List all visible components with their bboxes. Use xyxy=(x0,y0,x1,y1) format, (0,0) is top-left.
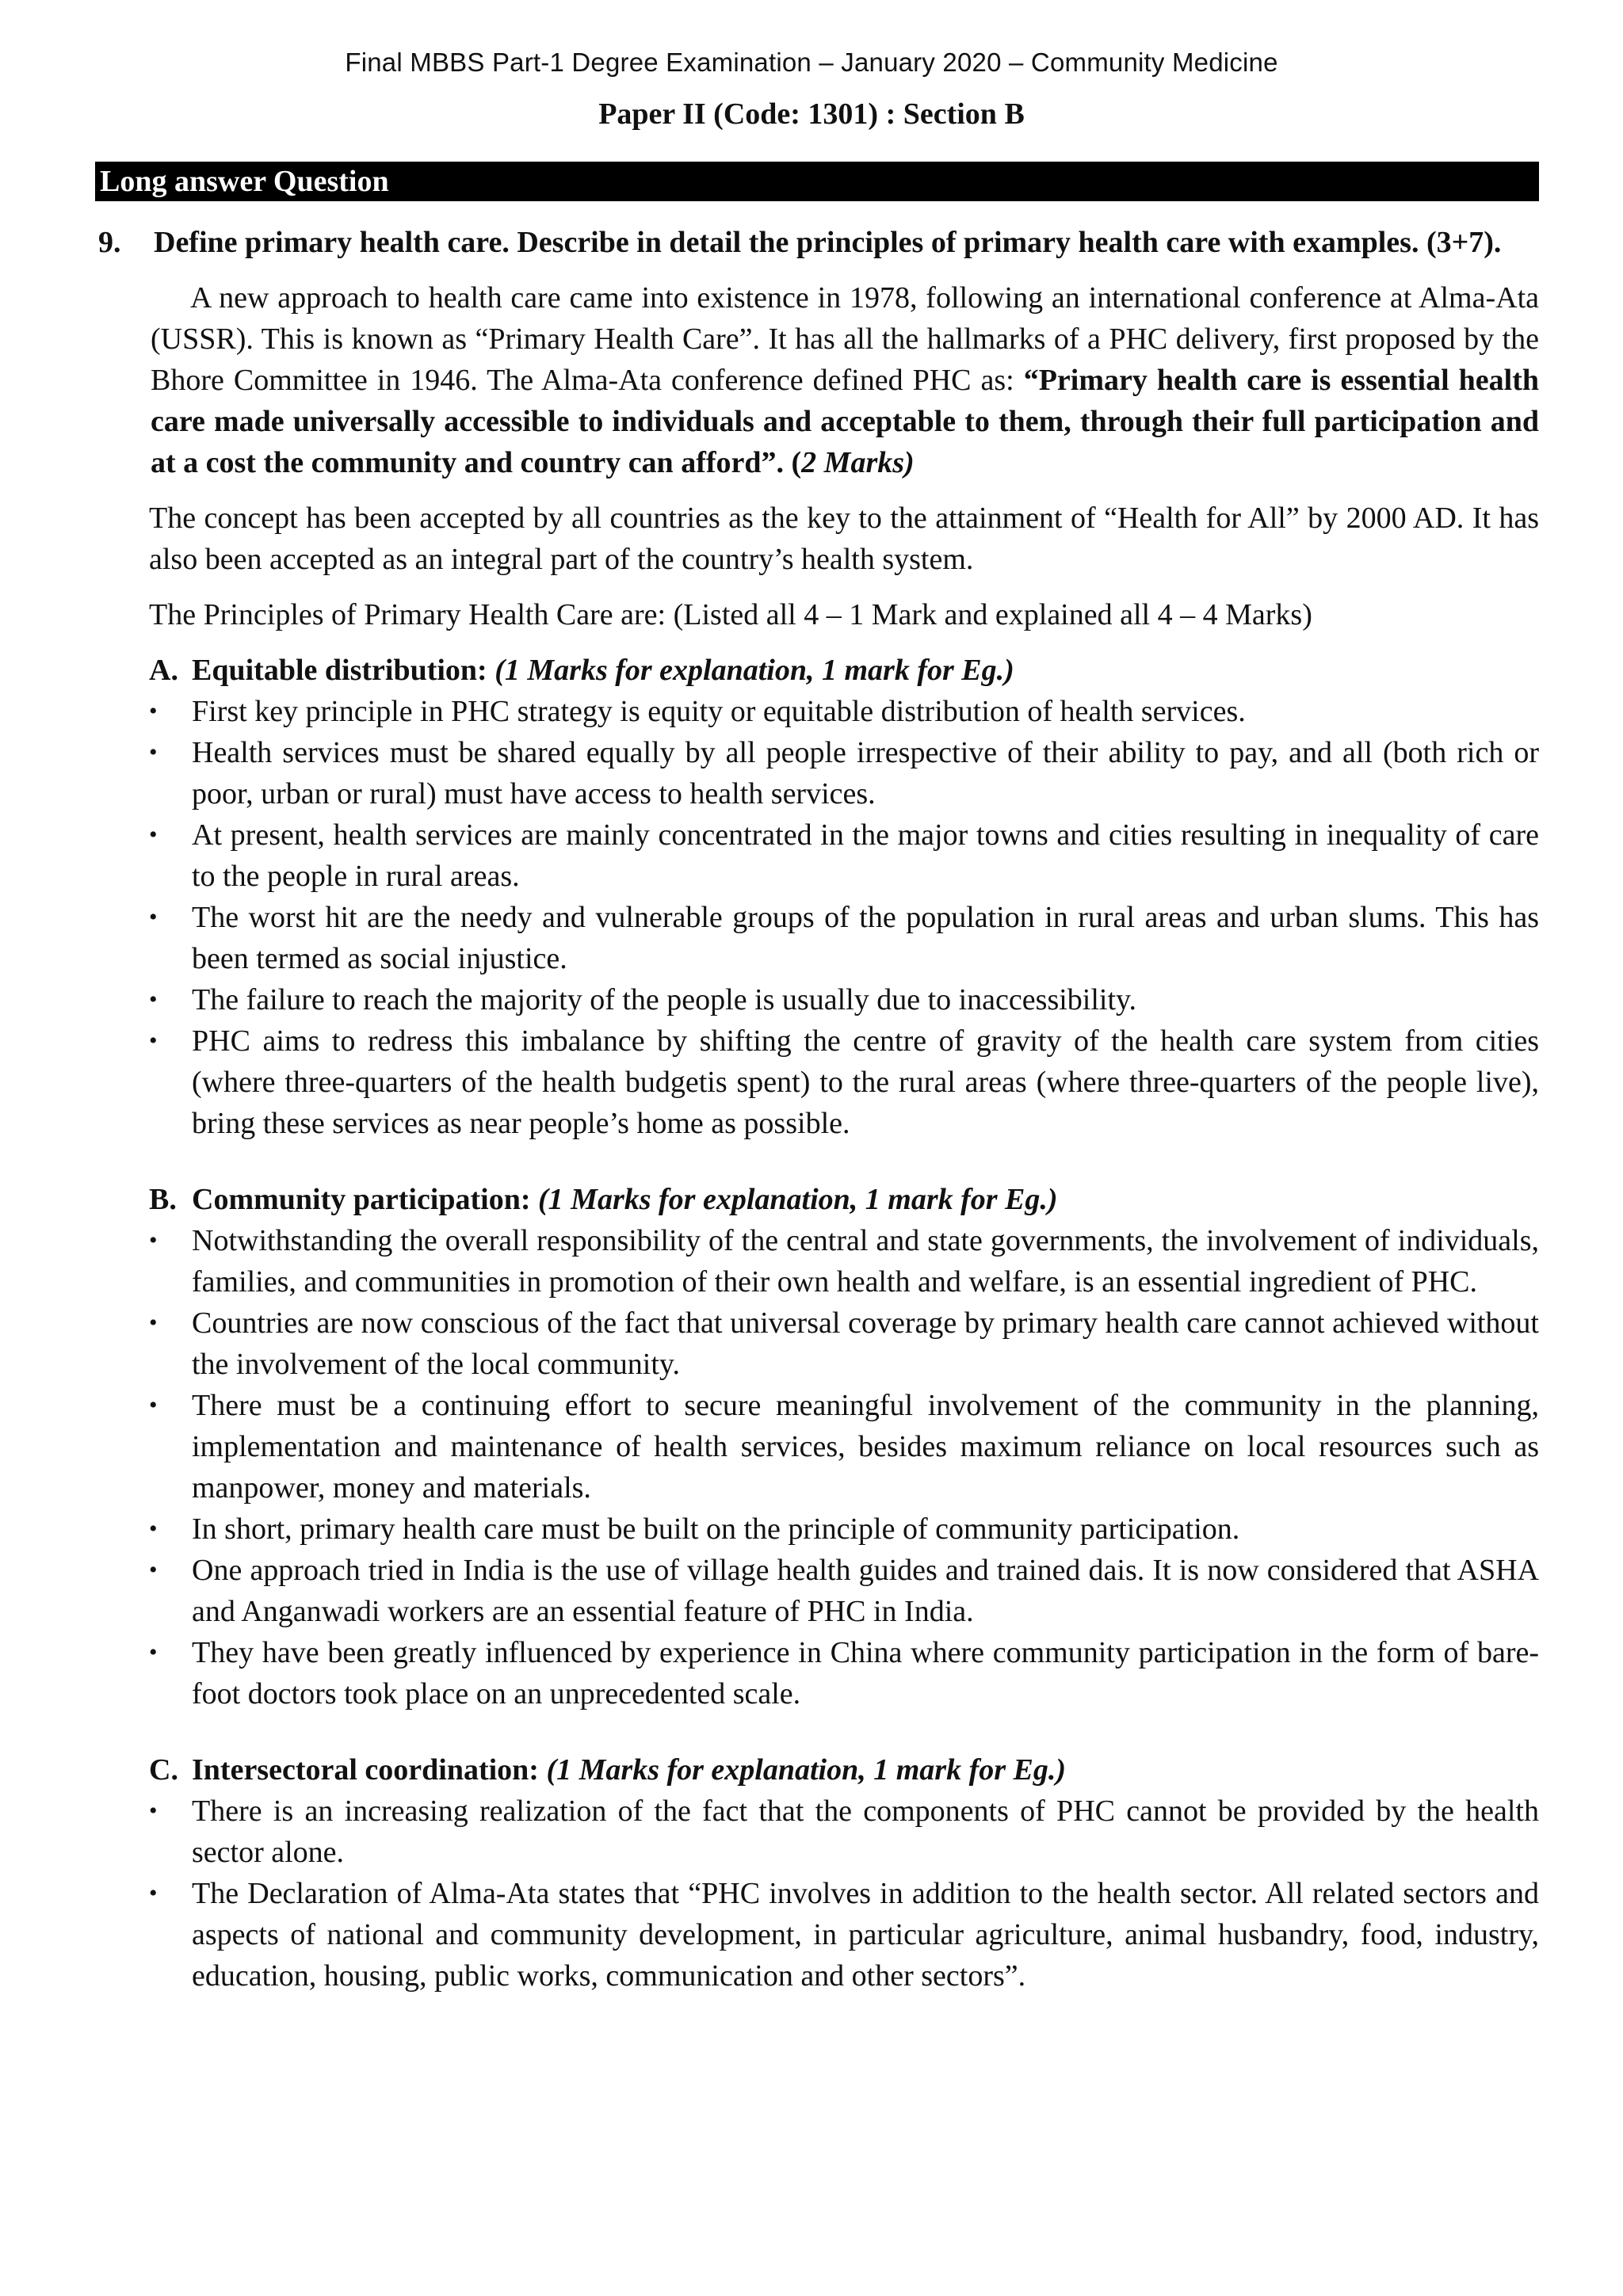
bullet-icon: • xyxy=(149,822,158,848)
list-item: • One approach tried in India is the use of village health guides and trained dais. It is now considered that ASHA and Anganwadi workers are an essential feature of PHC in India. xyxy=(149,1550,1539,1632)
list-item: • The Declaration of Alma-Ata states that “PHC involves in addition to the health sector. All related sectors and aspects of national and community development, in particular agriculture, animal husbandry, food, industry, education, housing, public works, communication and other sectors”. xyxy=(149,1873,1539,1997)
bullet-icon: • xyxy=(149,1798,158,1824)
section-c-list xyxy=(149,1791,1539,1997)
section-b-letter: B. xyxy=(149,1183,177,1216)
intro-plain-text: A new approach to health care came into existence in 1978, following an international conference at Alma-Ata (USSR). This is known as “Primary Health Care”. It has all the hallmarks of a PHC delivery, first proposed by the Bhore Committee in 1946. The Alma-Ata conference defined PHC as: xyxy=(151,281,1539,397)
section-c-title: Intersectoral coordination: xyxy=(192,1753,539,1787)
exam-title: Final MBBS Part-1 Degree Examination – January 2020 – Community Medicine xyxy=(345,48,1278,77)
paper-title: Paper II (Code: 1301) : Section B xyxy=(598,97,1025,131)
section-a-list xyxy=(149,691,1539,1144)
list-item: • They have been greatly influenced by experience in China where community participation in the form of bare-foot doctors took place on an unprecedented scale. xyxy=(149,1632,1539,1714)
intro-paragraph xyxy=(151,277,1539,483)
section-c-marks: (1 Marks for explanation, 1 mark for Eg.) xyxy=(546,1753,1067,1787)
bullet-icon: • xyxy=(149,1227,158,1253)
list-item: • Notwithstanding the overall responsibility of the central and state governments, the involvement of individuals, families, and communities in promotion of their own health and welfare, is an essential ingredient of PHC. xyxy=(149,1220,1539,1302)
list-item: • PHC aims to redress this imbalance by shifting the centre of gravity of the health care system from cities (where three-quarters of the health budgetis spent) to the rural areas (where three-quarters of the people live), bring these services as near people’s home as possible. xyxy=(149,1020,1539,1144)
section-heading-bar: Long answer Question xyxy=(95,162,1539,201)
section-a-marks: (1 Marks for explanation, 1 mark for Eg.) xyxy=(495,654,1014,687)
bullet-icon: • xyxy=(149,1392,158,1418)
bullet-icon: • xyxy=(149,698,158,724)
list-item: • Health services must be shared equally by all people irrespective of their ability to pay, and all (both rich or poor, urban or rural) must have access to health services. xyxy=(149,732,1539,814)
bullet-icon: • xyxy=(149,1028,158,1054)
section-a-letter: A. xyxy=(149,654,178,687)
list-item: • The worst hit are the needy and vulnerable groups of the population in rural areas and urban slums. This has been termed as social injustice. xyxy=(149,897,1539,979)
list-item: • At present, health services are mainly concentrated in the major towns and cities resulting in inequality of care to the people in rural areas. xyxy=(149,814,1539,897)
list-item: • The failure to reach the majority of the people is usually due to inaccessibility. xyxy=(149,979,1539,1020)
list-item: • There must be a continuing effort to secure meaningful involvement of the community in the planning, implementation and maintenance of health services, besides maximum reliance on local resources such as manpower, money and materials. xyxy=(149,1385,1539,1508)
bullet-icon: • xyxy=(149,739,158,765)
question-text: Define primary health care. Describe in detail the principles of primary health care with examples. (3+7). xyxy=(154,226,1502,259)
concept-paragraph: The concept has been accepted by all countries as the key to the attainment of “Health for All” by 2000 AD. It has also been accepted as an integral part of the country’s health system. xyxy=(149,502,1539,576)
intro-marks: 2 Marks) xyxy=(801,446,915,479)
bullet-icon: • xyxy=(149,1639,158,1665)
list-item: • First key principle in PHC strategy is equity or equitable distribution of health services. xyxy=(149,691,1539,732)
question xyxy=(95,222,1539,263)
list-item: • In short, primary health care must be built on the principle of community participation. xyxy=(149,1508,1539,1550)
section-b-marks: (1 Marks for explanation, 1 mark for Eg.) xyxy=(538,1183,1058,1216)
bullet-icon: • xyxy=(149,1310,158,1336)
list-item: • There is an increasing realization of the fact that the components of PHC cannot be provided by the health sector alone. xyxy=(149,1791,1539,1873)
section-a-heading xyxy=(149,650,1539,691)
section-b-list xyxy=(149,1220,1539,1714)
bullet-icon: • xyxy=(149,1557,158,1583)
principles-intro: The Principles of Primary Health Care are: (Listed all 4 – 1 Mark and explained all 4 – 4 Marks) xyxy=(149,598,1312,631)
list-item: • Countries are now conscious of the fact that universal coverage by primary health care cannot achieved without the involvement of the local community. xyxy=(149,1302,1539,1385)
bullet-icon: • xyxy=(149,1880,158,1906)
answer-content xyxy=(95,222,1539,1997)
section-a-title: Equitable distribution: xyxy=(192,654,487,687)
bullet-icon: • xyxy=(149,986,158,1013)
section-c-letter: C. xyxy=(149,1753,178,1787)
question-number: 9. xyxy=(98,226,121,259)
bullet-icon: • xyxy=(149,1516,158,1542)
section-c-heading xyxy=(149,1749,1539,1791)
section-b-title: Community participation: xyxy=(192,1183,531,1216)
section-b-heading xyxy=(149,1179,1539,1220)
phc-definition: “Primary health care is essential health care made universally accessible to individuals and acceptable to them, through their full participation and at a cost the community and country can afford”. ( xyxy=(151,364,1539,479)
bullet-icon: • xyxy=(149,904,158,930)
